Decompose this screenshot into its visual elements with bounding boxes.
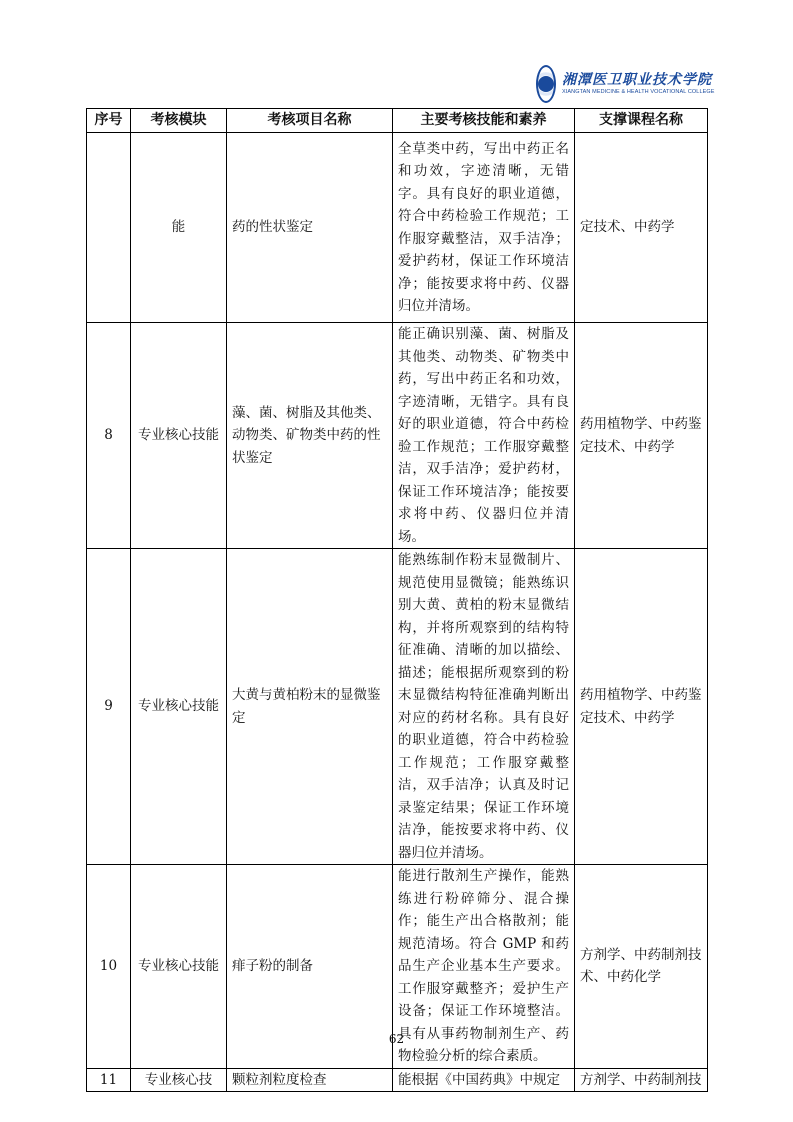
row-module: 专业核心技能 bbox=[131, 323, 227, 549]
school-seal-icon bbox=[536, 65, 556, 103]
row-item: 药的性状鉴定 bbox=[227, 133, 393, 323]
col-header-number: 序号 bbox=[87, 109, 131, 133]
row-number: 11 bbox=[87, 1068, 131, 1092]
col-header-item: 考核项目名称 bbox=[227, 109, 393, 133]
col-header-courses: 支撑课程名称 bbox=[575, 109, 708, 133]
row-item: 颗粒剂粒度检查 bbox=[227, 1068, 393, 1092]
row-number: 10 bbox=[87, 865, 131, 1069]
row-courses: 方剂学、中药制剂技 bbox=[575, 1068, 708, 1092]
row-number: 9 bbox=[87, 549, 131, 865]
assessment-table bbox=[86, 108, 708, 1092]
school-name: 湘潭医卫职业技术学院 bbox=[562, 72, 712, 88]
table-header-row bbox=[87, 109, 708, 133]
row-item: 大黄与黄柏粉末的显微鉴定 bbox=[227, 549, 393, 865]
school-name-en: XIANGTAN MEDICINE & HEALTH VOCATIONAL COLLEGE bbox=[562, 89, 715, 95]
row-module: 专业核心技能 bbox=[131, 865, 227, 1069]
row-courses: 定技术、中药学 bbox=[575, 133, 708, 323]
school-logo bbox=[536, 62, 715, 106]
row-module: 专业核心技能 bbox=[131, 549, 227, 865]
row-module: 能 bbox=[131, 133, 227, 323]
row-courses: 药用植物学、中药鉴定技术、中药学 bbox=[575, 323, 708, 549]
col-header-module: 考核模块 bbox=[131, 109, 227, 133]
row-skills: 能根据《中国药典》中规定 bbox=[393, 1068, 575, 1092]
table-row bbox=[87, 1068, 708, 1092]
row-skills: 全草类中药，写出中药正名和功效，字迹清晰，无错字。具有良好的职业道德，符合中药检验工作规范；工作服穿戴整洁，双手洁净；爱护药材，保证工作环境洁净；能按要求将中药、仪器归位并清场。 bbox=[393, 133, 575, 323]
table-row bbox=[87, 549, 708, 865]
row-item: 藻、菌、树脂及其他类、动物类、矿物类中药的性状鉴定 bbox=[227, 323, 393, 549]
row-courses: 药用植物学、中药鉴定技术、中药学 bbox=[575, 549, 708, 865]
row-item: 痱子粉的制备 bbox=[227, 865, 393, 1069]
row-courses: 方剂学、中药制剂技术、中药化学 bbox=[575, 865, 708, 1069]
row-skills: 能熟练制作粉末显微制片、规范使用显微镜；能熟练识别大黄、黄柏的粉末显微结构，并将所观察到的结构特征准确、清晰的加以描绘、描述；能根据所观察到的粉末显微结构特征准确判断出对应的药材名称。具有良好的职业道德，符合中药检验工作规范；工作服穿戴整洁，双手洁净；认真及时记录鉴定结果；保证工作环境洁净，能按要求将中药、仪器归位并清场。 bbox=[393, 549, 575, 865]
row-skills: 能进行散剂生产操作，能熟练进行粉碎筛分、混合操作；能生产出合格散剂；能规范清场。符合 GMP 和药品生产企业基本生产要求。工作服穿戴整齐；爱护生产设备；保证工作环境整洁。具有从事药物制剂生产、药物检验分析的综合素质。 bbox=[393, 865, 575, 1069]
row-number: 8 bbox=[87, 323, 131, 549]
table-row bbox=[87, 323, 708, 549]
row-skills: 能正确识别藻、菌、树脂及其他类、动物类、矿物类中药，写出中药正名和功效，字迹清晰，无错字。具有良好的职业道德，符合中药检验工作规范；工作服穿戴整洁，双手洁净；爱护药材，保证工作环境洁净；能按要求将中药、仪器归位并清场。 bbox=[393, 323, 575, 549]
page-number: 62 bbox=[388, 1032, 405, 1046]
row-number bbox=[87, 133, 131, 323]
table-row bbox=[87, 133, 708, 323]
col-header-skills: 主要考核技能和素养 bbox=[393, 109, 575, 133]
row-module: 专业核心技 bbox=[131, 1068, 227, 1092]
